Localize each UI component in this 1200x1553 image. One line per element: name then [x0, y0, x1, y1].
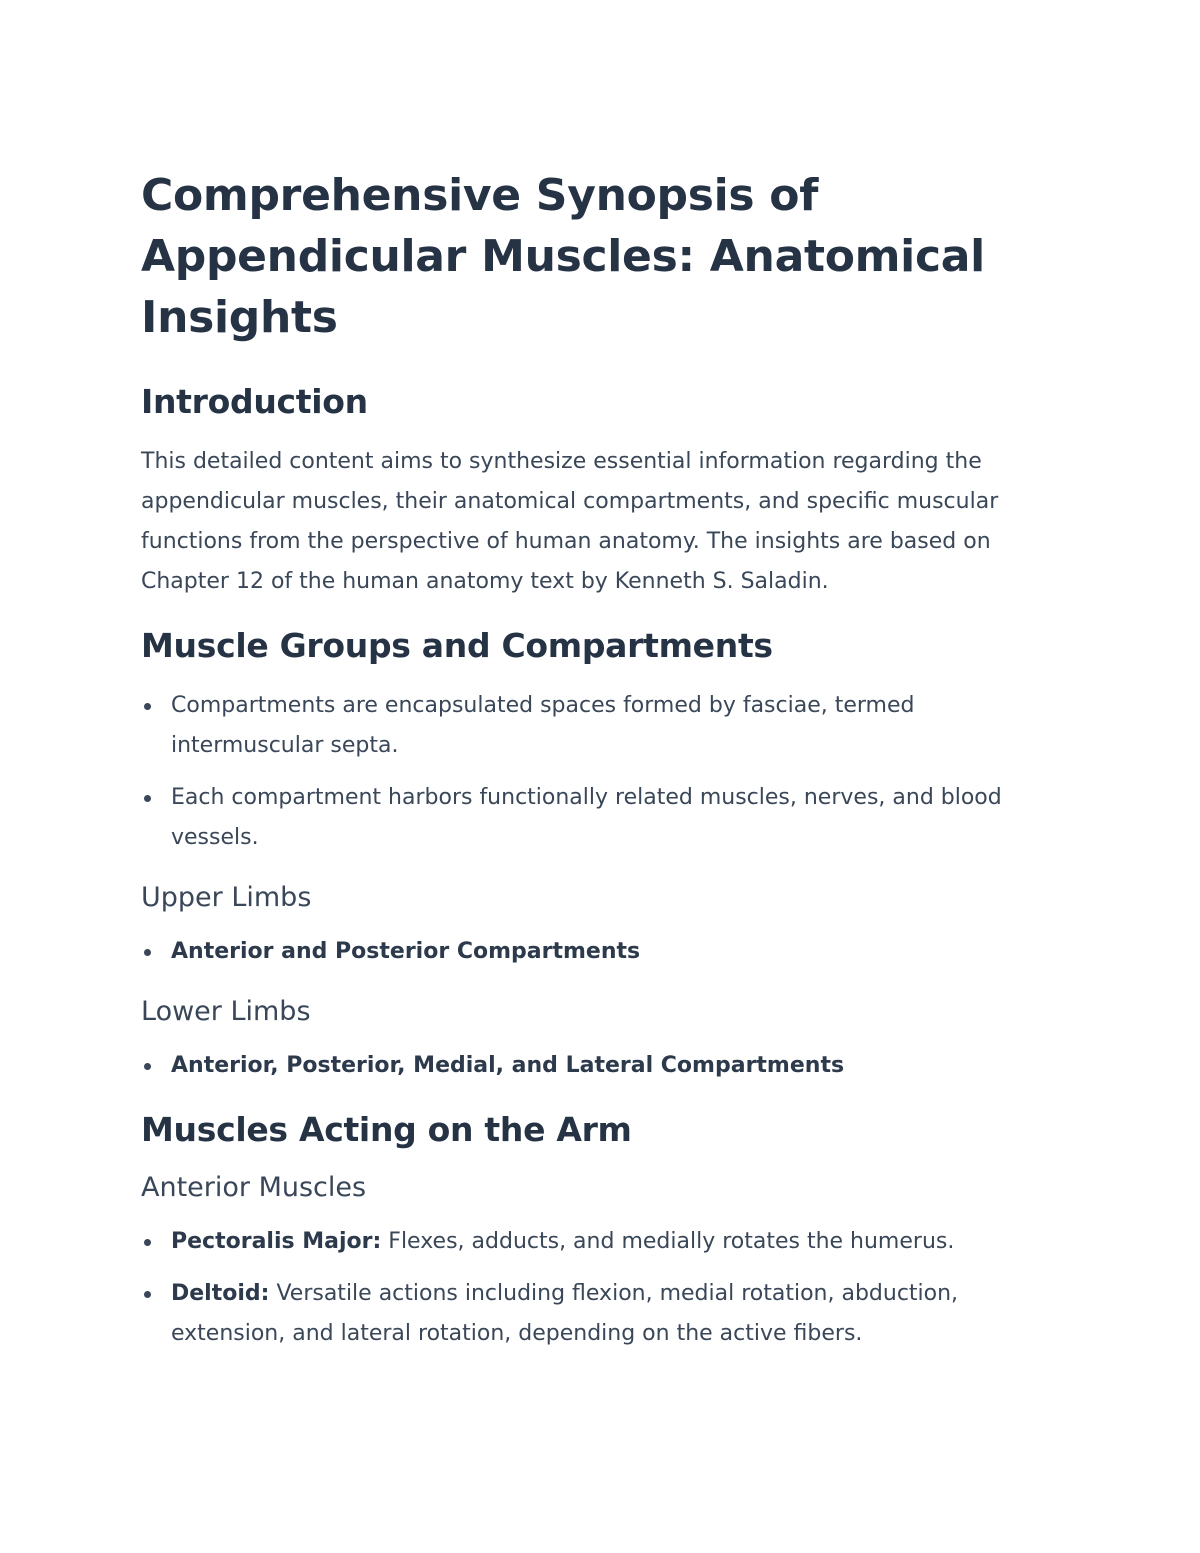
list-item [141, 932, 1061, 972]
upper-limbs-list [141, 932, 1061, 972]
bullet-icon [144, 703, 151, 710]
muscle-groups-list [141, 686, 1061, 858]
lower-limbs-list [141, 1046, 1061, 1086]
list-item [141, 686, 1061, 766]
section-heading-arm-muscles: Muscles Acting on the Arm [141, 1110, 632, 1149]
muscle-description: Flexes, adducts, and medially rotates the humerus. [381, 1229, 955, 1254]
list-item [141, 778, 1061, 858]
muscle-description: Versatile actions including flexion, medial rotation, abduction, extension, and lateral rotation, depending on the active fibers. [171, 1281, 959, 1346]
bullet-icon [144, 795, 151, 802]
anterior-muscles-list [141, 1222, 1061, 1354]
list-item [141, 1046, 1061, 1086]
list-item-text: Anterior and Posterior Compartments [171, 939, 641, 964]
introduction-paragraph: This detailed content aims to synthesize essential information regarding the appendicular muscles, their anatomical compartments, and specific muscular functions from the perspective of human anatomy. The insights are based on Chapter 12 of the human anatomy text by Kenneth S. Saladin. [141, 449, 999, 594]
list-item [141, 1274, 1061, 1354]
subheading-anterior-muscles: Anterior Muscles [141, 1172, 367, 1203]
section-heading-muscle-groups: Muscle Groups and Compartments [141, 626, 773, 665]
section-heading-introduction: Introduction [141, 382, 368, 421]
list-item-text: Compartments are encapsulated spaces formed by fasciae, termed intermuscular septa. [171, 693, 915, 758]
list-item-text: Each compartment harbors functionally related muscles, nerves, and blood vessels. [171, 785, 1002, 850]
list-item [141, 1222, 1061, 1262]
bullet-icon [144, 1291, 151, 1298]
bullet-icon [144, 1063, 151, 1070]
muscle-term: Pectoralis Major: [171, 1229, 382, 1254]
subheading-lower-limbs: Lower Limbs [141, 996, 311, 1027]
subheading-upper-limbs: Upper Limbs [141, 882, 312, 913]
document-title: Comprehensive Synopsis of Appendicular Muscles: Anatomical Insights [141, 170, 985, 343]
bullet-icon [144, 1239, 151, 1246]
list-item-text: Anterior, Posterior, Medial, and Lateral Compartments [171, 1053, 845, 1078]
document-page [141, 165, 1061, 1376]
muscle-term: Deltoid: [171, 1281, 270, 1306]
bullet-icon [144, 949, 151, 956]
